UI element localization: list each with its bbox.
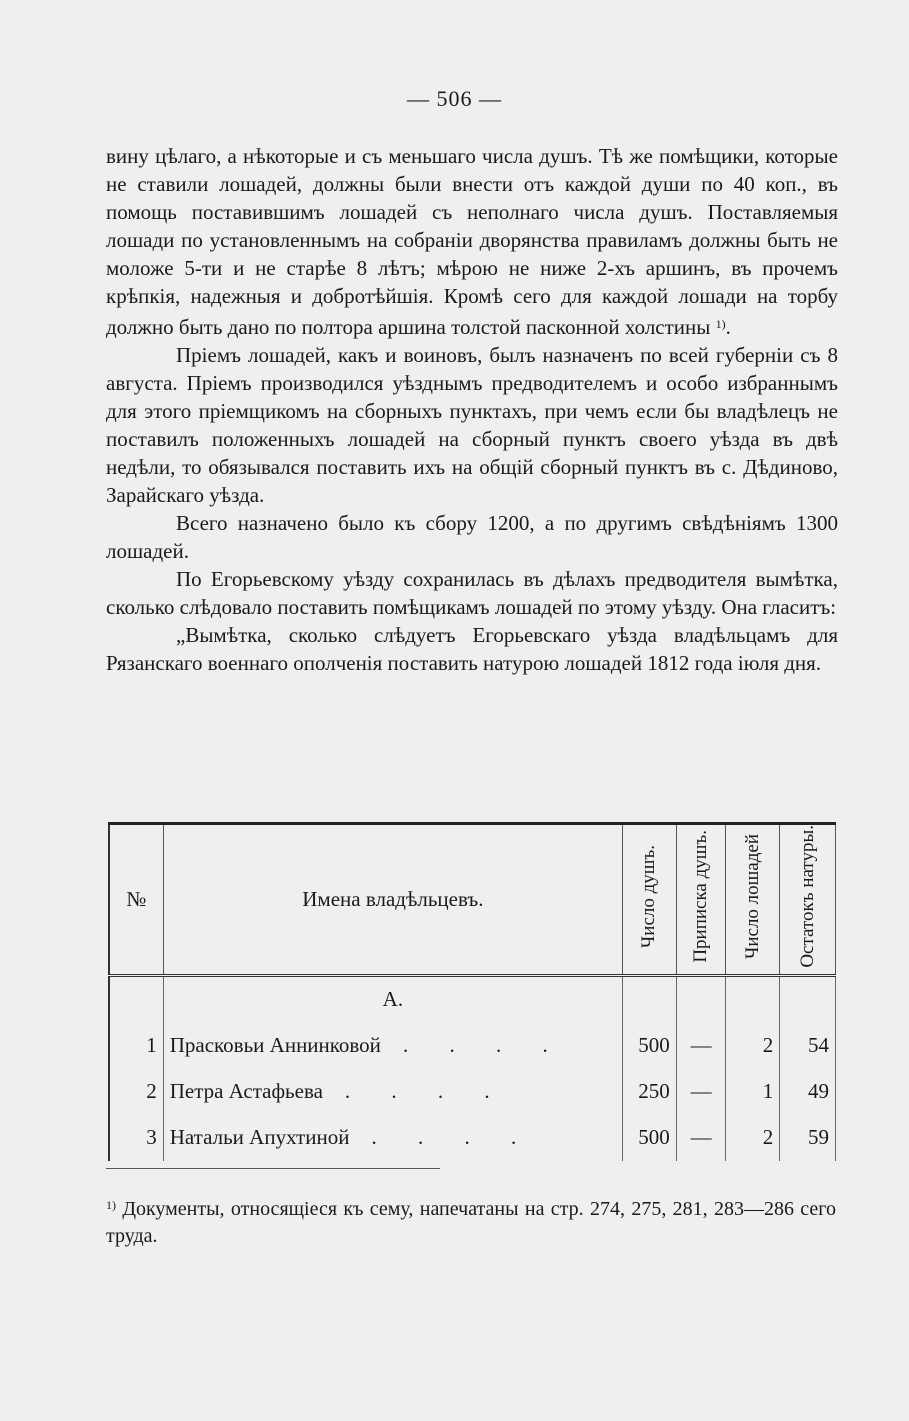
paragraph-3: Всего назначено было къ сбору 1200, а по другимъ свѣдѣніямъ 1300 лошадей.: [106, 511, 838, 563]
horses-value: 2: [726, 1023, 780, 1069]
row-number: 1: [109, 1023, 163, 1069]
header-number: №: [109, 824, 163, 976]
body-text: [106, 142, 838, 677]
added-value: —: [676, 1069, 726, 1115]
horses-value: 1: [726, 1069, 780, 1115]
remainder-value: 49: [780, 1069, 836, 1115]
paragraph-2: Пріемъ лошадей, какъ и воиновъ, былъ назначенъ по всей губерніи съ 8 августа. Пріемъ производился уѣзднымъ предводителемъ и особо избраннымъ для этого пріемщикомъ на сборныхъ пунктахъ, при чемъ если бы владѣлецъ не поставилъ положенныхъ лошадей на сборный пунктъ своего уѣзда въ двѣ недѣли, то обязывался поставить ихъ на общій сборный пунктъ въ с. Дѣдиново, Зарайскаго уѣзда.: [106, 343, 838, 507]
section-row: [109, 975, 836, 1023]
souls-value: 500: [623, 1023, 677, 1069]
souls-value: 500: [623, 1115, 677, 1161]
table-header-row: [109, 824, 836, 976]
row-number: 2: [109, 1069, 163, 1115]
header-horses: Число лошадей: [726, 824, 780, 976]
owner-name: Натальи Апухтиной . . . .: [163, 1115, 622, 1161]
section-letter: А.: [163, 975, 622, 1023]
table-row: [109, 1115, 836, 1161]
remainder-value: 54: [780, 1023, 836, 1069]
owner-name: Петра Астафьева . . . .: [163, 1069, 622, 1115]
row-number: 3: [109, 1115, 163, 1161]
paragraph-1: вину цѣлаго, а нѣкоторые и съ меньшаго числа душъ. Тѣ же помѣщики, которые не ставили лошадей, должны были внести отъ каждой души по 40 коп., въ помощь поставившимъ лошадей съ неполнаго числа душъ. Поставляемыя лошади по установленнымъ на собраніи дворянства правиламъ должны быть не моложе 5-ти и не старѣе 8 лѣтъ; мѣрою не ниже 2-хъ аршинъ, въ прочемъ крѣпкія, надежныя и добротѣйшія. Кромѣ сего для каждой лошади на торбу должно быть дано по полтора аршина толстой пасконной холстины $^{1)}$.: [106, 144, 838, 339]
owner-name: Прасковьи Аннинковой . . . .: [163, 1023, 622, 1069]
added-value: —: [676, 1023, 726, 1069]
table-row: [109, 1023, 836, 1069]
footnote-text: Документы, относящіеся къ сему, напечатаны на стр. 274, 275, 281, 283—286 сего труда.: [106, 1198, 836, 1247]
table-row: [109, 1069, 836, 1115]
added-value: —: [676, 1115, 726, 1161]
footnote-marker: 1): [106, 1198, 116, 1212]
horses-value: 2: [726, 1115, 780, 1161]
footnote: [106, 1192, 836, 1250]
header-owner-names: Имена владѣльцевъ.: [163, 824, 622, 976]
owners-table: [108, 822, 836, 1161]
footnote-divider: [106, 1168, 440, 1169]
souls-value: 250: [623, 1069, 677, 1115]
paragraph-5: „Вымѣтка, сколько слѣдуетъ Егорьевскаго уѣзда владѣльцамъ для Рязанскаго военнаго ополченія поставить натурою лошадей 1812 года іюля дня.: [106, 623, 838, 675]
page-number: — 506 —: [407, 86, 502, 111]
header-souls: Число душъ.: [623, 824, 677, 976]
header-added-souls: Приписка душъ.: [676, 824, 726, 976]
footnote-ref[interactable]: 1): [715, 317, 726, 331]
header-remainder: Остатокъ натуры.: [780, 824, 836, 976]
remainder-value: 59: [780, 1115, 836, 1161]
paragraph-4: По Егорьевскому уѣзду сохранилась въ дѣлахъ предводителя вымѣтка, сколько слѣдовало поставить помѣщикамъ лошадей по этому уѣзду. Она гласитъ:: [106, 567, 838, 619]
owners-table-container: [108, 822, 836, 1150]
